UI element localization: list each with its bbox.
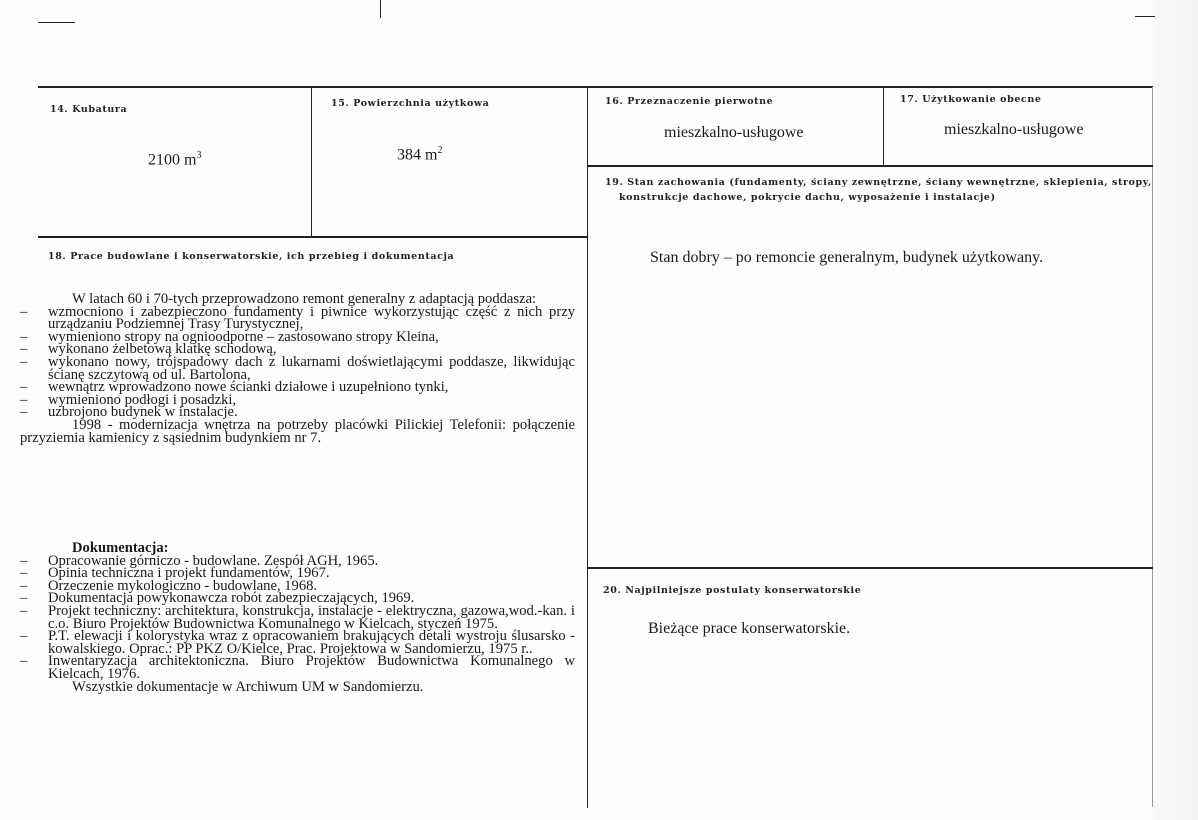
scan-mark xyxy=(380,0,381,18)
field-16-label: 16. Przeznaczenie pierwotne xyxy=(605,96,774,107)
unit-superscript: 2 xyxy=(437,145,443,156)
works-intro: W latach 60 i 70-tych przeprowadzono remont generalny z adaptacją poddasza: xyxy=(72,291,537,307)
field-18-label: 18. Prace budowlane i konserwatorskie, ich przebieg i dokumentacja xyxy=(48,251,455,262)
divider-row-19-20 xyxy=(588,567,1153,569)
scan-mark xyxy=(1135,16,1155,17)
field-19-value: Stan dobry – po remoncie generalnym, budynek użytkowany. xyxy=(650,249,1044,266)
work-item: – uzbrojono budynek w instalacje. xyxy=(20,406,575,419)
doc-item: – Inwentaryzacja architektoniczna. Biuro Projektów Budownictwa Komunalnego w Kielcach, 1976. xyxy=(20,655,575,680)
work-item: – wymieniono stropy na ognioodporne – zastosowano stropy Kleina, xyxy=(20,331,575,344)
work-item: – wykonano nowy, trójspadowy dach z lukarnami doświetlającymi poddasze, likwidując ścianę szczytową od ul. Bartolona, xyxy=(20,356,575,381)
field-15-value xyxy=(397,145,442,164)
doc-item: – Projekt techniczny: architektura, konstrukcja, instalacje - elektryczna, gazowa,wod.-kan. i c.o. Biuro Projektów Budownictwa Komunalnego w Kielcach, styczeń 1975. xyxy=(20,605,575,630)
field-15-label: 15. Powierzchnia użytkowa xyxy=(331,98,490,109)
table-top-border xyxy=(38,86,1153,88)
divider-column xyxy=(587,87,588,808)
unit-superscript: 3 xyxy=(196,150,202,161)
work-item: – wykonano żelbetową klatkę schodową, xyxy=(20,343,575,356)
divider-row-16-19 xyxy=(588,165,1153,167)
scan-edge-shadow xyxy=(1153,0,1198,820)
field-17-label: 17. Użytkowanie obecne xyxy=(900,94,1042,105)
doc-item: – Opinia techniczna i projekt fundamentów, 1967. xyxy=(20,567,575,580)
modernization-note: 1998 - modernizacja wnętrza na potrzeby placówki Pilickiej Telefonii: połączenie przyziemia kamienicy z sąsiednim budynkiem nr 7. xyxy=(20,416,575,446)
scan-mark xyxy=(38,22,75,23)
field-14-value xyxy=(148,150,201,169)
work-item: – wzmocniono i zabezpieczono fundamenty i piwnice wykorzystując część z nich przy urządzaniu Podziemnej Trasy Turystycznej, xyxy=(20,306,575,331)
field-19-label: 19. Stan zachowania (fundamenty, ściany zewnętrzne, ściany wewnętrzne, sklepienia, stropy, xyxy=(605,177,1152,188)
doc-item: – Orzeczenie mykologiczno - budowlane, 1968. xyxy=(20,580,575,593)
documentation-heading: Dokumentacja: xyxy=(72,540,169,556)
divider-row-14-18 xyxy=(38,236,587,238)
work-item: – wymieniono podłogi i posadzki, xyxy=(20,394,575,407)
field-20-label: 20. Najpilniejsze postulaty konserwatorskie xyxy=(603,585,862,596)
table-right-border xyxy=(1152,87,1153,807)
doc-item: – Dokumentacja powykonawcza robót zabezpieczających, 1969. xyxy=(20,592,575,605)
archive-note: Wszystkie dokumentacje w Archiwum UM w Sandomierzu. xyxy=(72,678,424,695)
works-description xyxy=(20,293,575,444)
doc-item: – P.T. elewacji i kolorystyka wraz z opracowaniem brakujących detali wystroju ślusarsko - kowalskiego. Oprac.: PP PKZ O/Kielce, Prac. Projektowa w Sandomierzu, 1975 r.. xyxy=(20,630,575,655)
field-19-label-cont: konstrukcje dachowe, pokrycie dachu, wyposażenie i instalacje) xyxy=(619,192,996,203)
divider-14-15 xyxy=(311,87,312,237)
documentation-list xyxy=(20,542,575,693)
field-16-value: mieszkalno-usługowe xyxy=(664,124,804,141)
area-value: 384 m xyxy=(397,146,438,164)
work-item: – wewnątrz wprowadzono nowe ścianki działowe i uzupełniono tynki, xyxy=(20,381,575,394)
field-14-label: 14. Kubatura xyxy=(50,104,128,115)
field-17-value: mieszkalno-usługowe xyxy=(944,121,1084,138)
field-20-value: Bieżące prace konserwatorskie. xyxy=(648,620,851,637)
divider-16-17 xyxy=(883,87,884,165)
doc-item: – Opracowanie górniczo - budowlane. Zespół AGH, 1965. xyxy=(20,555,575,568)
cubature-value: 2100 m xyxy=(148,151,197,169)
